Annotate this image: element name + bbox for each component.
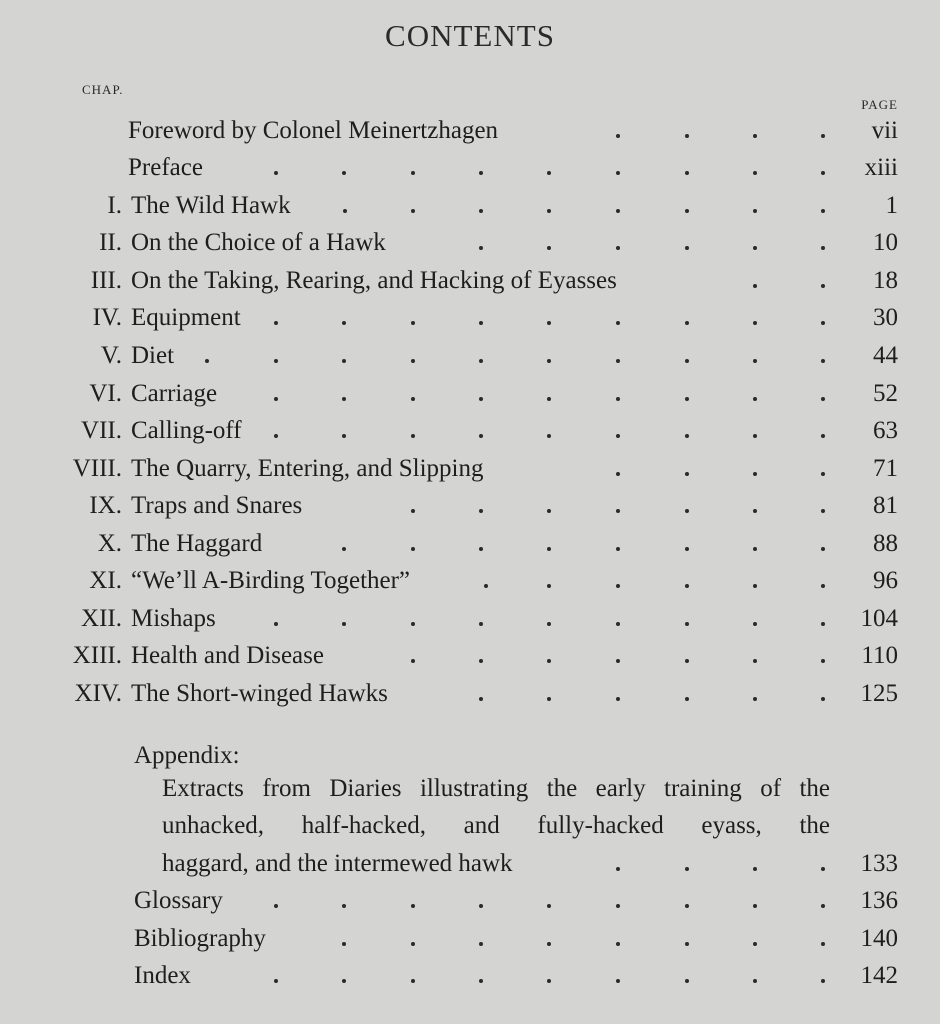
leader-dot bbox=[411, 509, 415, 513]
leader-dot bbox=[616, 904, 620, 908]
leader-dot bbox=[616, 697, 620, 701]
leader-dot bbox=[479, 509, 483, 513]
leader-dot bbox=[753, 547, 757, 551]
entry-title: Bibliography bbox=[134, 925, 266, 952]
entry-title: Traps and Snares bbox=[131, 492, 303, 519]
leader-dot bbox=[821, 584, 825, 588]
leader-dot bbox=[821, 134, 825, 138]
leader-dot bbox=[753, 434, 757, 438]
leader-dot bbox=[753, 284, 757, 288]
entry-page: 52 bbox=[873, 380, 898, 407]
leader-dot bbox=[821, 209, 825, 213]
leader-dot bbox=[753, 867, 757, 871]
leader-dot bbox=[616, 359, 620, 363]
leader-dot bbox=[753, 697, 757, 701]
leader-dot bbox=[685, 472, 689, 476]
entry-title: The Wild Hawk bbox=[131, 192, 291, 219]
chapter-number: III. bbox=[90, 267, 122, 294]
leader-dot bbox=[685, 622, 689, 626]
entry-page: vii bbox=[871, 117, 898, 144]
toc-entry[interactable] bbox=[0, 526, 940, 562]
toc-entry[interactable] bbox=[0, 601, 940, 637]
leader-dot bbox=[821, 904, 825, 908]
toc-entry[interactable] bbox=[0, 113, 940, 149]
leader-dot bbox=[753, 622, 757, 626]
leader-dot bbox=[753, 171, 757, 175]
leader-dot bbox=[753, 209, 757, 213]
leader-dot bbox=[274, 904, 278, 908]
toc-entry[interactable] bbox=[0, 958, 940, 994]
leader-dot bbox=[547, 659, 551, 663]
leader-dot bbox=[274, 622, 278, 626]
leader-dot bbox=[616, 942, 620, 946]
chapter-number: XI. bbox=[89, 567, 122, 594]
leader-dot bbox=[821, 509, 825, 513]
leader-dot bbox=[616, 434, 620, 438]
leader-dot bbox=[616, 246, 620, 250]
leader-dot bbox=[685, 904, 689, 908]
chapter-number: II. bbox=[99, 229, 122, 256]
leader-dot bbox=[205, 359, 209, 363]
leader-dot bbox=[616, 659, 620, 663]
chapter-number: VIII. bbox=[72, 455, 122, 482]
leader-dot bbox=[342, 904, 346, 908]
leader-dot bbox=[479, 321, 483, 325]
leader-dot bbox=[479, 397, 483, 401]
leader-dot bbox=[479, 697, 483, 701]
entry-page: 63 bbox=[873, 417, 898, 444]
leader-dot bbox=[411, 659, 415, 663]
leader-dot bbox=[547, 246, 551, 250]
leader-dot bbox=[479, 942, 483, 946]
leader-dot bbox=[547, 697, 551, 701]
leader-dot bbox=[547, 209, 551, 213]
leader-dot bbox=[753, 979, 757, 983]
leader-dot bbox=[479, 659, 483, 663]
leader-dot bbox=[616, 397, 620, 401]
chapter-number: IX. bbox=[89, 492, 122, 519]
leader-dot bbox=[342, 622, 346, 626]
leader-dot bbox=[616, 867, 620, 871]
toc-entry[interactable] bbox=[0, 150, 940, 186]
leader-dot bbox=[547, 434, 551, 438]
leader-dot bbox=[342, 397, 346, 401]
leader-dot bbox=[411, 359, 415, 363]
leader-dot bbox=[685, 171, 689, 175]
toc-entry[interactable] bbox=[0, 846, 940, 882]
leader-dot bbox=[411, 942, 415, 946]
leader-dot bbox=[342, 321, 346, 325]
leader-dot bbox=[479, 979, 483, 983]
leader-dot bbox=[821, 942, 825, 946]
toc-entry[interactable] bbox=[0, 638, 940, 674]
leader-dot bbox=[616, 979, 620, 983]
leader-dot bbox=[753, 246, 757, 250]
leader-dot bbox=[753, 942, 757, 946]
leader-dot bbox=[342, 979, 346, 983]
entry-page: 133 bbox=[860, 850, 898, 877]
entry-page: 18 bbox=[873, 267, 898, 294]
leader-dot bbox=[821, 547, 825, 551]
leader-dot bbox=[821, 867, 825, 871]
leader-dot bbox=[685, 659, 689, 663]
entry-page: 136 bbox=[860, 887, 898, 914]
leader-dot bbox=[685, 697, 689, 701]
leader-dot bbox=[547, 547, 551, 551]
leader-dot bbox=[411, 979, 415, 983]
leader-dot bbox=[685, 246, 689, 250]
leader-dot bbox=[616, 134, 620, 138]
leader-dot bbox=[547, 979, 551, 983]
chapter-number: XII. bbox=[81, 605, 122, 632]
entry-page: 1 bbox=[885, 192, 898, 219]
leader-dot bbox=[753, 472, 757, 476]
entry-title: On the Taking, Rearing, and Hacking of Eyasses bbox=[131, 267, 617, 294]
leader-dot bbox=[479, 434, 483, 438]
chapter-number: VI. bbox=[89, 380, 122, 407]
entry-title: The Quarry, Entering, and Slipping bbox=[131, 455, 484, 482]
leader-dot bbox=[411, 622, 415, 626]
leader-dot bbox=[274, 321, 278, 325]
leader-dot bbox=[479, 547, 483, 551]
leader-dot bbox=[685, 547, 689, 551]
leader-dot bbox=[479, 209, 483, 213]
leader-dot bbox=[821, 697, 825, 701]
entry-page: 110 bbox=[861, 642, 898, 669]
leader-dot bbox=[685, 942, 689, 946]
leader-dot bbox=[547, 942, 551, 946]
leader-dot bbox=[547, 321, 551, 325]
leader-dot bbox=[274, 434, 278, 438]
entry-title: Carriage bbox=[131, 380, 218, 407]
leader-dot bbox=[479, 246, 483, 250]
appendix-line: haggard, and the intermewed hawk bbox=[162, 850, 513, 877]
leader-dot bbox=[821, 171, 825, 175]
chapter-number: X. bbox=[97, 530, 122, 557]
leader-dot bbox=[616, 321, 620, 325]
entry-page: 30 bbox=[873, 304, 898, 331]
leader-dot bbox=[821, 397, 825, 401]
toc-entry[interactable] bbox=[0, 188, 940, 224]
entry-page: 96 bbox=[873, 567, 898, 594]
chapter-number: VII. bbox=[81, 417, 122, 444]
entry-title: On the Choice of a Hawk bbox=[131, 229, 386, 256]
leader-dot bbox=[753, 359, 757, 363]
appendix-heading: Appendix: bbox=[134, 742, 240, 769]
leader-dot bbox=[821, 284, 825, 288]
entry-title: Equipment bbox=[131, 304, 241, 331]
leader-dot bbox=[616, 509, 620, 513]
leader-dot bbox=[685, 867, 689, 871]
leader-dot bbox=[753, 321, 757, 325]
leader-dot bbox=[479, 171, 483, 175]
toc-entry[interactable] bbox=[0, 676, 940, 712]
leader-dot bbox=[685, 134, 689, 138]
leader-dot bbox=[547, 359, 551, 363]
entry-title: Mishaps bbox=[131, 605, 216, 632]
toc-entry[interactable] bbox=[0, 225, 940, 261]
leader-dot bbox=[411, 171, 415, 175]
leader-dot bbox=[479, 622, 483, 626]
toc-entry[interactable] bbox=[0, 300, 940, 336]
leader-dot bbox=[411, 321, 415, 325]
leader-dot bbox=[411, 209, 415, 213]
toc-entry[interactable] bbox=[0, 413, 940, 449]
appendix-line: unhacked, half-hacked, and fully-hacked eyass, the bbox=[162, 812, 830, 839]
chapter-number: XIII. bbox=[72, 642, 122, 669]
chapter-number: V. bbox=[100, 342, 122, 369]
toc-entry[interactable] bbox=[0, 451, 940, 487]
leader-dot bbox=[753, 509, 757, 513]
leader-dot bbox=[274, 171, 278, 175]
leader-dot bbox=[685, 321, 689, 325]
leader-dot bbox=[411, 904, 415, 908]
leader-dot bbox=[616, 209, 620, 213]
page-title: CONTENTS bbox=[385, 18, 555, 53]
toc-entry[interactable] bbox=[0, 921, 940, 957]
leader-dot bbox=[479, 904, 483, 908]
leader-dot bbox=[685, 584, 689, 588]
leader-dot bbox=[616, 622, 620, 626]
leader-dot bbox=[685, 397, 689, 401]
entry-page: xiii bbox=[864, 154, 898, 181]
leader-dot bbox=[616, 547, 620, 551]
entry-page: 81 bbox=[873, 492, 898, 519]
appendix-line: Extracts from Diaries illustrating the early training of the bbox=[162, 775, 830, 802]
page-column-header: PAGE bbox=[861, 97, 898, 112]
entry-page: 88 bbox=[873, 530, 898, 557]
leader-dot bbox=[274, 979, 278, 983]
entry-page: 140 bbox=[860, 925, 898, 952]
entry-page: 142 bbox=[860, 962, 898, 989]
leader-dot bbox=[547, 171, 551, 175]
toc-entry[interactable] bbox=[0, 376, 940, 412]
leader-dot bbox=[342, 434, 346, 438]
leader-dot bbox=[616, 171, 620, 175]
leader-dot bbox=[821, 659, 825, 663]
leader-dot bbox=[411, 434, 415, 438]
leader-dot bbox=[547, 904, 551, 908]
leader-dot bbox=[342, 359, 346, 363]
entry-page: 104 bbox=[860, 605, 898, 632]
leader-dot bbox=[685, 209, 689, 213]
entry-page: 71 bbox=[873, 455, 898, 482]
leader-dot bbox=[274, 397, 278, 401]
leader-dot bbox=[616, 584, 620, 588]
leader-dot bbox=[685, 979, 689, 983]
leader-dot bbox=[753, 659, 757, 663]
leader-dot bbox=[753, 134, 757, 138]
leader-dot bbox=[547, 622, 551, 626]
entry-title: The Short-winged Hawks bbox=[131, 680, 388, 707]
entry-title: Diet bbox=[131, 342, 175, 369]
toc-entry[interactable] bbox=[0, 338, 940, 374]
leader-dot bbox=[274, 359, 278, 363]
leader-dot bbox=[821, 359, 825, 363]
leader-dot bbox=[821, 622, 825, 626]
entry-title: The Haggard bbox=[131, 530, 263, 557]
entry-title: “We’ll A-Birding Together” bbox=[131, 567, 411, 594]
leader-dot bbox=[753, 397, 757, 401]
leader-dot bbox=[821, 979, 825, 983]
leader-dot bbox=[685, 434, 689, 438]
entry-title: Calling-off bbox=[131, 417, 242, 444]
toc-entry[interactable] bbox=[0, 563, 940, 599]
chapter-number: IV. bbox=[92, 304, 122, 331]
entry-page: 44 bbox=[873, 342, 898, 369]
entry-page: 125 bbox=[860, 680, 898, 707]
leader-dot bbox=[479, 359, 483, 363]
leader-dot bbox=[484, 584, 488, 588]
leader-dot bbox=[616, 472, 620, 476]
entry-title: Index bbox=[134, 962, 191, 989]
entry-page: 10 bbox=[873, 229, 898, 256]
chap-column-header: CHAP. bbox=[82, 82, 124, 97]
leader-dot bbox=[685, 509, 689, 513]
leader-dot bbox=[753, 584, 757, 588]
leader-dot bbox=[342, 547, 346, 551]
toc-entry[interactable] bbox=[0, 883, 940, 919]
leader-dot bbox=[343, 209, 347, 213]
leader-dot bbox=[685, 359, 689, 363]
entry-title: Foreword by Colonel Meinertzhagen bbox=[128, 117, 499, 144]
leader-dot bbox=[411, 397, 415, 401]
leader-dot bbox=[342, 942, 346, 946]
leader-dot bbox=[547, 397, 551, 401]
chapter-number: XIV. bbox=[74, 680, 122, 707]
entry-title: Glossary bbox=[134, 887, 223, 914]
leader-dot bbox=[547, 584, 551, 588]
toc-entry[interactable] bbox=[0, 263, 940, 299]
leader-dot bbox=[821, 434, 825, 438]
toc-entry[interactable] bbox=[0, 488, 940, 524]
leader-dot bbox=[411, 547, 415, 551]
entry-title: Preface bbox=[128, 154, 203, 181]
leader-dot bbox=[547, 509, 551, 513]
leader-dot bbox=[821, 321, 825, 325]
entry-title: Health and Disease bbox=[131, 642, 324, 669]
leader-dot bbox=[821, 246, 825, 250]
leader-dot bbox=[821, 472, 825, 476]
leader-dot bbox=[753, 904, 757, 908]
chapter-number: I. bbox=[107, 192, 122, 219]
leader-dot bbox=[342, 171, 346, 175]
